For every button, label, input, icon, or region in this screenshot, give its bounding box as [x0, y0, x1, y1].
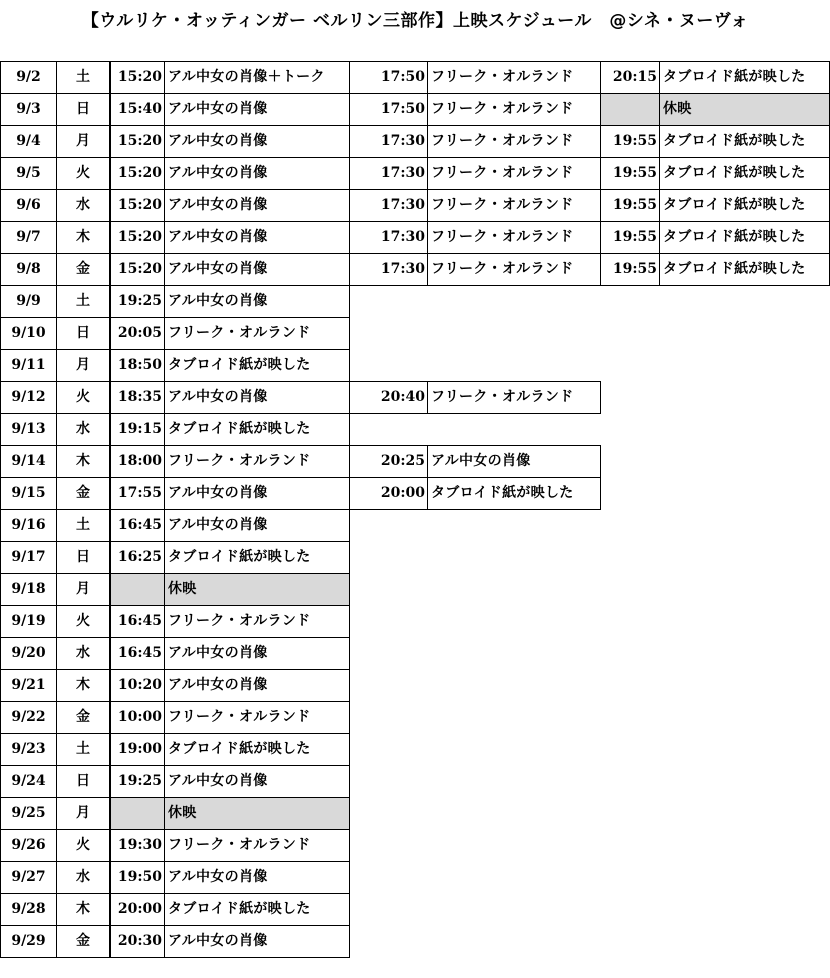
weekday-cell: 日 [56, 317, 110, 350]
film-title-cell: タブロイド紙が映した [659, 253, 830, 286]
film-title-cell: フリーク・オルランド [427, 189, 601, 222]
date-cell: 9/14 [0, 445, 57, 478]
film-title-cell: タブロイド紙が映した [659, 61, 830, 94]
film-title-cell: タブロイド紙が映した [164, 733, 350, 766]
showtime-cell: 20:05 [110, 317, 165, 350]
schedule-row [0, 702, 830, 735]
date-cell: 9/16 [0, 509, 57, 542]
weekday-cell: 日 [56, 541, 110, 574]
film-title-cell: タブロイド紙が映した [164, 413, 350, 446]
schedule-row [0, 158, 830, 191]
weekday-cell: 水 [56, 413, 110, 446]
showtime-cell: 20:15 [600, 61, 660, 94]
film-title-cell: アル中女の肖像 [164, 93, 350, 126]
weekday-cell: 木 [56, 221, 110, 254]
weekday-cell: 金 [56, 253, 110, 286]
weekday-cell: 土 [56, 733, 110, 766]
date-cell: 9/12 [0, 381, 57, 414]
closed-cell: 休映 [659, 93, 830, 126]
showtime-cell: 19:00 [110, 733, 165, 766]
film-title-cell: タブロイド紙が映した [659, 125, 830, 158]
date-cell: 9/23 [0, 733, 57, 766]
film-title-cell: フリーク・オルランド [164, 605, 350, 638]
film-title-cell: フリーク・オルランド [427, 157, 601, 190]
date-cell: 9/21 [0, 669, 57, 702]
film-title-cell: タブロイド紙が映した [659, 157, 830, 190]
date-cell: 9/9 [0, 285, 57, 318]
film-title-cell: アル中女の肖像 [164, 861, 350, 894]
showtime-cell: 17:30 [349, 125, 428, 158]
weekday-cell: 水 [56, 637, 110, 670]
film-title-cell: フリーク・オルランド [427, 93, 601, 126]
showtime-cell [110, 797, 165, 830]
date-cell: 9/17 [0, 541, 57, 574]
date-cell: 9/25 [0, 797, 57, 830]
showtime-cell: 17:30 [349, 253, 428, 286]
showtime-cell: 16:45 [110, 637, 165, 670]
weekday-cell: 月 [56, 573, 110, 606]
showtime-cell: 16:45 [110, 605, 165, 638]
film-title-cell: アル中女の肖像 [164, 253, 350, 286]
schedule-row [0, 542, 830, 575]
schedule-row [0, 734, 830, 767]
film-title-cell: アル中女の肖像 [164, 765, 350, 798]
weekday-cell: 月 [56, 797, 110, 830]
schedule-row [0, 574, 830, 607]
date-cell: 9/24 [0, 765, 57, 798]
film-title-cell: タブロイド紙が映した [659, 221, 830, 254]
showtime-cell: 17:50 [349, 61, 428, 94]
showtime-cell: 17:30 [349, 221, 428, 254]
showtime-cell: 16:45 [110, 509, 165, 542]
film-title-cell: フリーク・オルランド [164, 317, 350, 350]
date-cell: 9/13 [0, 413, 57, 446]
schedule-row [0, 510, 830, 543]
showtime-cell: 19:55 [600, 125, 660, 158]
schedule-row [0, 446, 830, 479]
film-title-cell: フリーク・オルランド [427, 221, 601, 254]
showtime-cell [110, 573, 165, 606]
date-cell: 9/20 [0, 637, 57, 670]
weekday-cell: 木 [56, 893, 110, 926]
film-title-cell: フリーク・オルランド [427, 253, 601, 286]
weekday-cell: 水 [56, 861, 110, 894]
film-title-cell: アル中女の肖像 [164, 157, 350, 190]
weekday-cell: 日 [56, 765, 110, 798]
showtime-cell: 18:50 [110, 349, 165, 382]
weekday-cell: 火 [56, 381, 110, 414]
showtime-cell: 15:20 [110, 253, 165, 286]
schedule-row [0, 830, 830, 863]
schedule-row [0, 350, 830, 383]
closed-cell: 休映 [164, 797, 350, 830]
weekday-cell: 木 [56, 669, 110, 702]
schedule-row [0, 478, 830, 511]
date-cell: 9/28 [0, 893, 57, 926]
film-title-cell: フリーク・オルランド [427, 61, 601, 94]
film-title-cell: アル中女の肖像 [164, 125, 350, 158]
showtime-cell: 15:20 [110, 189, 165, 222]
film-title-cell: アル中女の肖像 [164, 637, 350, 670]
showtime-cell: 19:55 [600, 221, 660, 254]
schedule-row [0, 638, 830, 671]
showtime-cell: 10:20 [110, 669, 165, 702]
weekday-cell: 金 [56, 925, 110, 958]
showtime-cell: 15:40 [110, 93, 165, 126]
weekday-cell: 土 [56, 61, 110, 94]
schedule-row [0, 670, 830, 703]
showtime-cell: 17:30 [349, 189, 428, 222]
showtime-cell: 19:50 [110, 861, 165, 894]
date-cell: 9/10 [0, 317, 57, 350]
schedule-row [0, 798, 830, 831]
showtime-cell: 17:30 [349, 157, 428, 190]
film-title-cell: アル中女の肖像 [164, 509, 350, 542]
schedule-row [0, 606, 830, 639]
schedule-row [0, 190, 830, 223]
showtime-cell: 16:25 [110, 541, 165, 574]
weekday-cell: 火 [56, 157, 110, 190]
film-title-cell: アル中女の肖像 [164, 221, 350, 254]
schedule-row [0, 254, 830, 287]
date-cell: 9/7 [0, 221, 57, 254]
date-cell: 9/6 [0, 189, 57, 222]
weekday-cell: 火 [56, 829, 110, 862]
showtime-cell: 17:55 [110, 477, 165, 510]
showtime-cell: 19:55 [600, 157, 660, 190]
film-title-cell: タブロイド紙が映した [164, 893, 350, 926]
weekday-cell: 木 [56, 445, 110, 478]
weekday-cell: 月 [56, 349, 110, 382]
date-cell: 9/29 [0, 925, 57, 958]
date-cell: 9/15 [0, 477, 57, 510]
showtime-cell: 18:00 [110, 445, 165, 478]
showtime-cell: 19:15 [110, 413, 165, 446]
showtime-cell: 15:20 [110, 61, 165, 94]
film-title-cell: アル中女の肖像 [164, 285, 350, 318]
showtime-cell: 15:20 [110, 221, 165, 254]
film-title-cell: アル中女の肖像 [427, 445, 601, 478]
date-cell: 9/18 [0, 573, 57, 606]
schedule-row [0, 94, 830, 127]
weekday-cell: 火 [56, 605, 110, 638]
film-title-cell: アル中女の肖像 [164, 669, 350, 702]
film-title-cell: アル中女の肖像 [164, 925, 350, 958]
showtime-cell: 19:55 [600, 189, 660, 222]
schedule-row [0, 126, 830, 159]
weekday-cell: 水 [56, 189, 110, 222]
date-cell: 9/27 [0, 861, 57, 894]
schedule-row [0, 766, 830, 799]
film-title-cell: フリーク・オルランド [164, 829, 350, 862]
showtime-cell: 17:50 [349, 93, 428, 126]
date-cell: 9/2 [0, 61, 57, 94]
showtime-cell: 19:30 [110, 829, 165, 862]
schedule-row [0, 926, 830, 959]
showtime-cell: 20:30 [110, 925, 165, 958]
weekday-cell: 月 [56, 125, 110, 158]
page-title: 【ウルリケ・オッティンガー ベルリン三部作】上映スケジュール @シネ・ヌーヴォ [81, 11, 749, 31]
schedule-row [0, 894, 830, 927]
showtime-cell: 18:35 [110, 381, 165, 414]
film-title-cell: アル中女の肖像 [164, 381, 350, 414]
film-title-cell: タブロイド紙が映した [427, 477, 601, 510]
showtime-cell: 19:25 [110, 285, 165, 318]
weekday-cell: 金 [56, 701, 110, 734]
date-cell: 9/26 [0, 829, 57, 862]
film-title-cell: タブロイド紙が映した [164, 349, 350, 382]
showtime-cell: 20:40 [349, 381, 428, 414]
date-cell: 9/4 [0, 125, 57, 158]
film-title-cell: フリーク・オルランド [164, 701, 350, 734]
showtime-cell: 15:20 [110, 125, 165, 158]
schedule-row [0, 862, 830, 895]
film-title-cell: タブロイド紙が映した [659, 189, 830, 222]
film-title-cell: アル中女の肖像 [164, 189, 350, 222]
film-title-cell: フリーク・オルランド [427, 381, 601, 414]
showtime-cell: 20:25 [349, 445, 428, 478]
film-title-cell: アル中女の肖像＋トーク [164, 61, 350, 94]
schedule-row [0, 318, 830, 351]
showtime-cell: 10:00 [110, 701, 165, 734]
showtime-cell: 15:20 [110, 157, 165, 190]
showtime-cell: 20:00 [110, 893, 165, 926]
date-cell: 9/8 [0, 253, 57, 286]
weekday-cell: 金 [56, 477, 110, 510]
showtime-cell [600, 93, 660, 126]
weekday-cell: 日 [56, 93, 110, 126]
date-cell: 9/19 [0, 605, 57, 638]
film-title-cell: アル中女の肖像 [164, 477, 350, 510]
date-cell: 9/3 [0, 93, 57, 126]
showtime-cell: 20:00 [349, 477, 428, 510]
schedule-row [0, 414, 830, 447]
date-cell: 9/22 [0, 701, 57, 734]
film-title-cell: タブロイド紙が映した [164, 541, 350, 574]
schedule-row [0, 222, 830, 255]
weekday-cell: 土 [56, 509, 110, 542]
closed-cell: 休映 [164, 573, 350, 606]
date-cell: 9/11 [0, 349, 57, 382]
schedule-row [0, 382, 830, 415]
schedule-row [0, 286, 830, 319]
showtime-cell: 19:55 [600, 253, 660, 286]
showtime-cell: 19:25 [110, 765, 165, 798]
film-title-cell: フリーク・オルランド [164, 445, 350, 478]
schedule-row [0, 62, 830, 95]
film-title-cell: フリーク・オルランド [427, 125, 601, 158]
weekday-cell: 土 [56, 285, 110, 318]
date-cell: 9/5 [0, 157, 57, 190]
